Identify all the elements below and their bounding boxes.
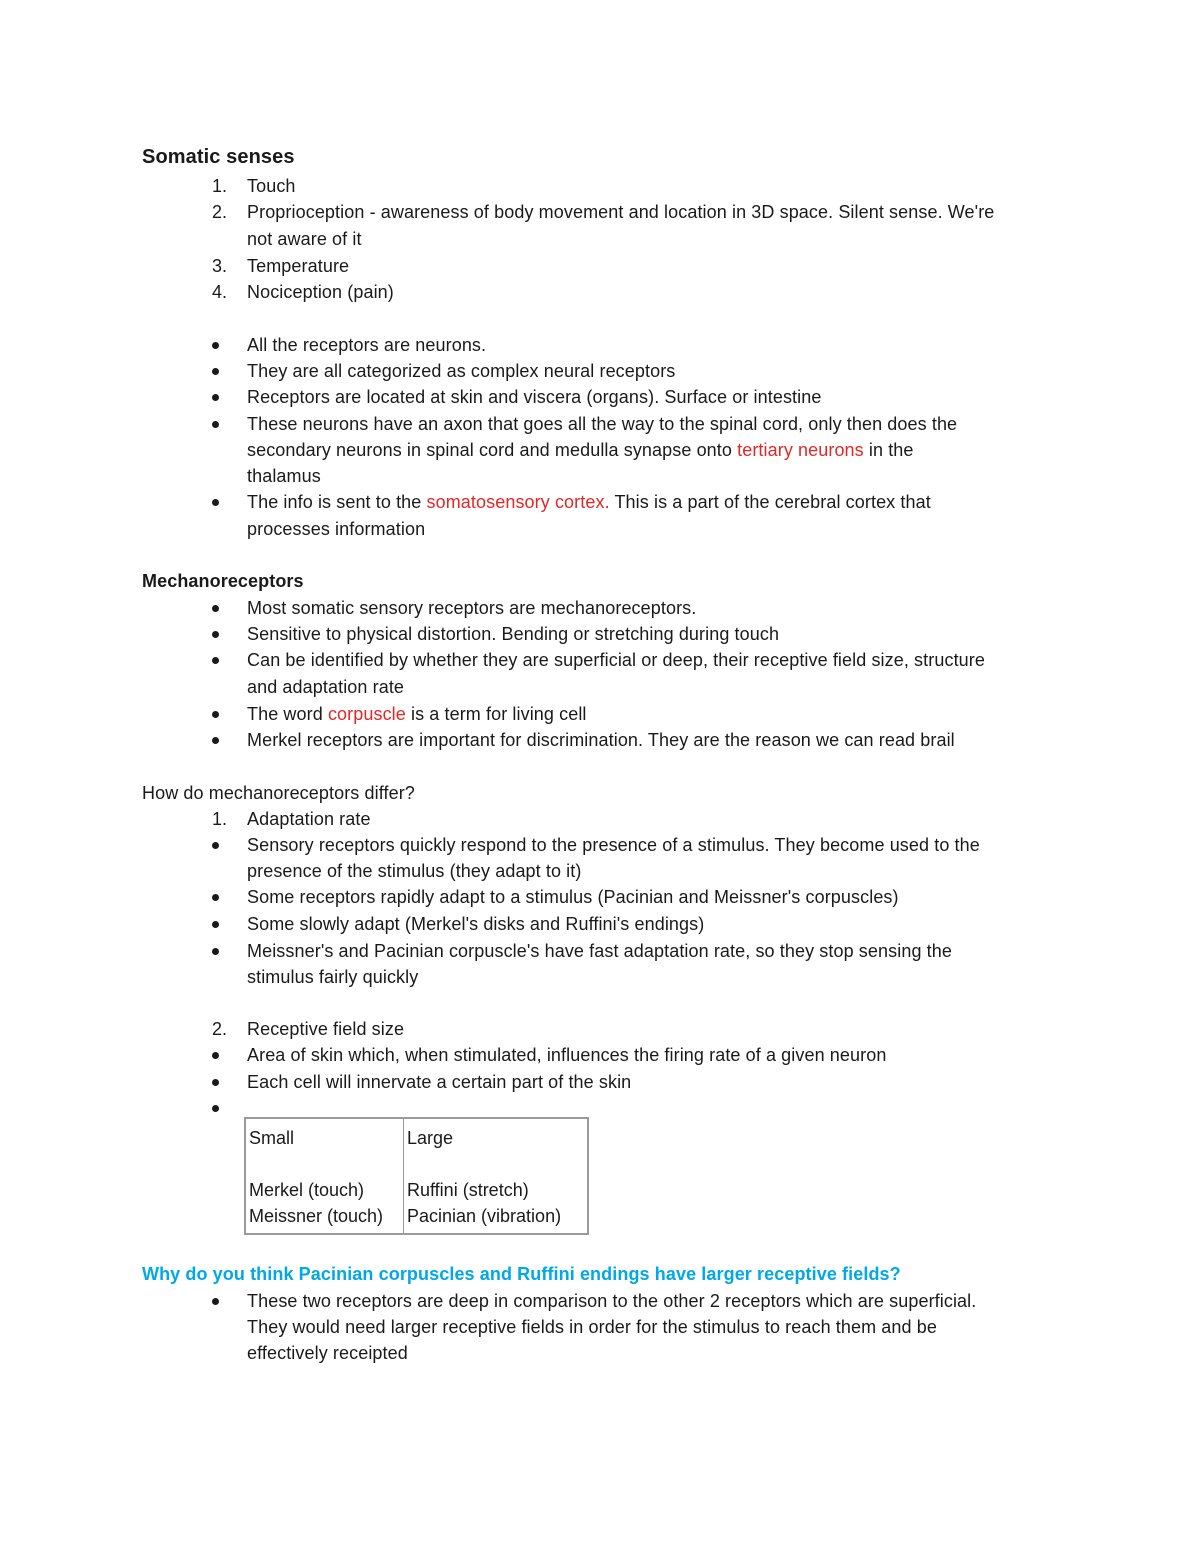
bullet-text: Can be identified by whether they are superficial or deep, their receptive field size, structure [247,650,985,670]
bullet-icon [208,332,222,358]
list-number: 4. [212,282,228,302]
cell-line [249,1151,401,1177]
list-number: 1. [212,176,228,196]
bullet-text-cont: presence of the stimulus (they adapt to it) [247,861,582,881]
table-row [245,1118,588,1234]
cell-line [407,1151,585,1177]
heading-how-differ: How do mechanoreceptors differ? [142,783,415,803]
bullet-icon [208,884,222,910]
bullet-text: Merkel receptors are important for discrimination. They are the reason we can read brail [247,730,955,750]
list-item-touch: Touch [247,176,296,196]
cell-line: Large [407,1128,454,1148]
bullet-text-cont: stimulus fairly quickly [247,967,419,987]
bullet-icon [208,411,222,437]
bullet-icon [208,358,222,384]
highlight-somatosensory-cortex: somatosensory cortex. [426,492,610,512]
bullet-text: Each cell will innervate a certain part of the skin [247,1072,632,1092]
cell-line: Meissner (touch) [249,1206,384,1226]
bullet-text [247,701,587,727]
bullet-icon [208,489,222,515]
bullet-text: Receptors are located at skin and viscera (organs). Surface or intestine [247,387,822,407]
list-item-adaptation-rate: Adaptation rate [247,809,371,829]
heading-mechanoreceptors: Mechanoreceptors [142,571,304,591]
bullet-icon [208,647,222,673]
heading-somatic-senses: Somatic senses [142,146,295,168]
bullet-text: Sensitive to physical distortion. Bending or stretching during touch [247,624,780,644]
bullet-icon [208,701,222,727]
text-run: This is a part of the cerebral cortex that [609,492,931,512]
bullet-text: Most somatic sensory receptors are mechanoreceptors. [247,598,697,618]
bullet-text: Some slowly adapt (Merkel's disks and Ruffini's endings) [247,914,705,934]
list-item-temperature: Temperature [247,256,350,276]
bullet-icon [208,938,222,964]
bullet-text-cont: thalamus [247,466,321,486]
bullet-text: Area of skin which, when stimulated, influences the firing rate of a given neuron [247,1045,887,1065]
text-run: in the [863,440,914,460]
bullet-icon [208,1095,222,1121]
bullet-text [247,489,931,515]
list-item-nociception: Nociception (pain) [247,282,394,302]
cell-line: Pacinian (vibration) [407,1206,562,1226]
list-number: 1. [212,809,228,829]
receptive-field-table [244,1117,589,1235]
bullet-text: Some receptors rapidly adapt to a stimulus (Pacinian and Meissner's corpuscles) [247,887,899,907]
bullet-text-cont: processes information [247,519,426,539]
bullet-icon [208,832,222,858]
bullet-text-cont [247,437,914,463]
bullet-icon [208,384,222,410]
text-run: The info is sent to the [247,492,427,512]
bullet-icon [208,911,222,937]
bullet-icon [208,1069,222,1095]
text-run: secondary neurons in spinal cord and medulla synapse onto [247,440,738,460]
question-heading: Why do you think Pacinian corpuscles and Ruffini endings have larger receptive fields? [142,1264,901,1284]
answer-text-cont: effectively receipted [247,1343,408,1363]
bullet-icon [208,727,222,753]
bullet-icon [208,1288,222,1314]
bullet-icon [208,621,222,647]
list-number: 3. [212,256,228,276]
answer-text: These two receptors are deep in comparison to the other 2 receptors which are superficial. [247,1291,977,1311]
bullet-text: All the receptors are neurons. [247,335,487,355]
bullet-text-cont: and adaptation rate [247,677,405,697]
answer-text-cont: They would need larger receptive fields in order for the stimulus to reach them and be [247,1317,937,1337]
text-run: is a term for living cell [405,704,587,724]
list-item-proprioception-cont: not aware of it [247,229,362,249]
cell-line: Merkel (touch) [249,1180,365,1200]
cell-line: Small [249,1128,295,1148]
table-cell-large [404,1118,589,1234]
bullet-text: Meissner's and Pacinian corpuscle's have fast adaptation rate, so they stop sensing the [247,941,952,961]
bullet-icon [208,595,222,621]
bullet-icon [208,1042,222,1068]
list-item-proprioception: Proprioception - awareness of body movement and location in 3D space. Silent sense. We're [247,202,995,222]
highlight-tertiary-neurons: tertiary neurons [737,440,864,460]
list-item-receptive-field-size: Receptive field size [247,1019,405,1039]
bullet-text: These neurons have an axon that goes all the way to the spinal cord, only then does the [247,414,958,434]
table-cell-small [245,1118,404,1234]
bullet-text: They are all categorized as complex neural receptors [247,361,676,381]
text-run: The word [247,704,328,724]
list-number: 2. [212,202,228,222]
bullet-text: Sensory receptors quickly respond to the presence of a stimulus. They become used to the [247,835,980,855]
cell-line: Ruffini (stretch) [407,1180,529,1200]
list-number: 2. [212,1019,228,1039]
highlight-corpuscle: corpuscle [327,704,406,724]
